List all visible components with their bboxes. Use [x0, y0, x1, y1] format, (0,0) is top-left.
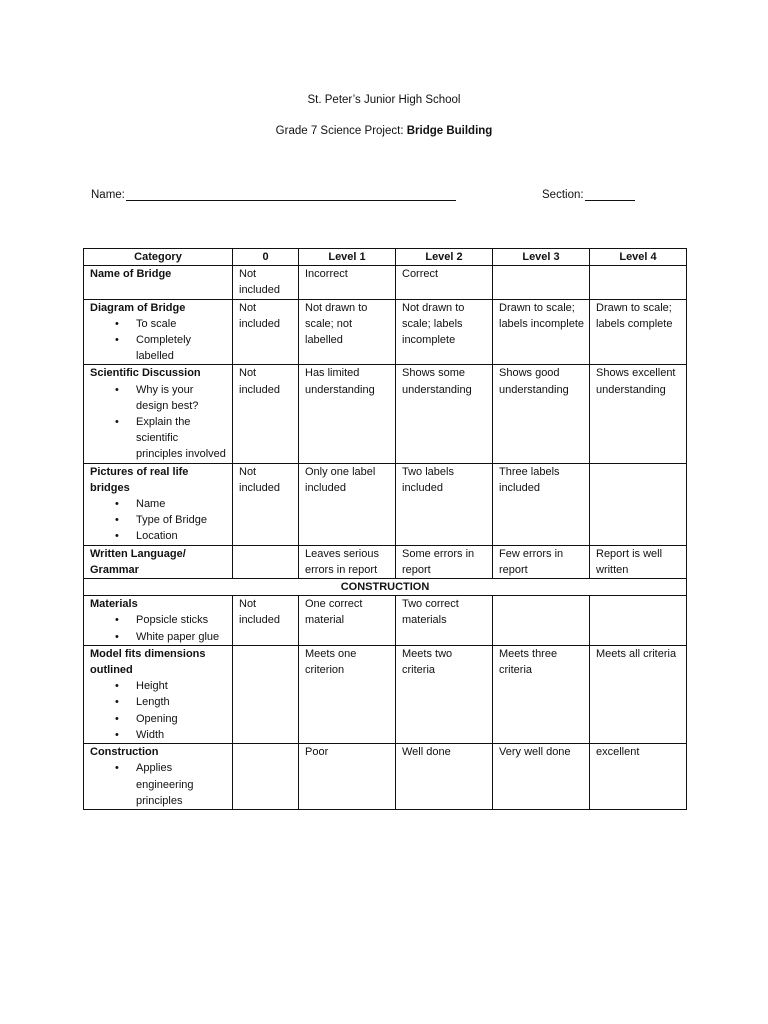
table-row-pictures-of-real-life-bridges	[84, 463, 687, 545]
level-4-cell: Shows excellent understanding	[590, 365, 687, 463]
project-name: Bridge Building	[406, 125, 493, 137]
criteria-item: • Name	[90, 496, 227, 512]
level-3-cell: Three labels included	[493, 463, 590, 545]
criteria-item: • Why is your design best?	[90, 382, 227, 414]
project-prefix: Grade 7 Science Project:	[275, 125, 407, 137]
category-criteria-list	[90, 760, 227, 809]
level-0-cell: Not included	[233, 266, 299, 299]
criteria-item: • White paper glue	[90, 629, 227, 645]
category-title: Name of Bridge	[90, 268, 172, 281]
criteria-item: • Height	[90, 678, 227, 694]
level-1-cell: Has limited understanding	[299, 365, 396, 463]
level-4-cell	[590, 463, 687, 545]
category-criteria-list	[90, 316, 227, 365]
level-2-cell: Correct	[396, 266, 493, 299]
criteria-item: • Type of Bridge	[90, 512, 227, 528]
level-2-cell: Two labels included	[396, 463, 493, 545]
category-cell	[84, 744, 233, 810]
level-2-cell: Some errors in report	[396, 545, 493, 578]
criteria-item: • Location	[90, 528, 227, 544]
construction-section-row	[84, 579, 687, 596]
criteria-item: • Explain the scientific principles involved	[90, 414, 227, 463]
rubric-table	[83, 248, 687, 810]
table-row-scientific-discussion	[84, 365, 687, 463]
rubric-body	[84, 266, 687, 810]
criteria-item: • Length	[90, 694, 227, 710]
category-cell	[84, 299, 233, 365]
category-title: Materials	[90, 598, 138, 611]
level-3-cell: Shows good understanding	[493, 365, 590, 463]
category-criteria-list	[90, 678, 227, 743]
table-row-name-of-bridge	[84, 266, 687, 299]
category-cell	[84, 463, 233, 545]
criteria-item: • Width	[90, 727, 227, 743]
category-cell	[84, 266, 233, 299]
construction-section-label: CONSTRUCTION	[84, 579, 687, 596]
name-blank-line[interactable]	[126, 187, 456, 201]
level-2-cell: Not drawn to scale; labels incomplete	[396, 299, 493, 365]
level-1-cell: One correct material	[299, 596, 396, 646]
category-title: Pictures of real life bridges	[90, 465, 189, 494]
category-title: Construction	[90, 746, 159, 759]
category-cell	[84, 365, 233, 463]
column-header: Category	[84, 249, 233, 266]
category-title: Diagram of Bridge	[90, 301, 186, 314]
category-title: Scientific Discussion	[90, 367, 201, 380]
category-criteria-list	[90, 382, 227, 463]
level-1-cell: Not drawn to scale; not labelled	[299, 299, 396, 365]
name-label: Name:	[91, 189, 125, 201]
column-header: Level 2	[396, 249, 493, 266]
level-1-cell: Leaves serious errors in report	[299, 545, 396, 578]
level-0-cell: Not included	[233, 365, 299, 463]
category-criteria-list	[90, 496, 227, 545]
criteria-item: • Applies engineering principles	[90, 760, 227, 809]
criteria-item: • Completely labelled	[90, 332, 227, 364]
table-row-model-fits-dimensions-outlined	[84, 645, 687, 743]
level-3-cell: Drawn to scale; labels incomplete	[493, 299, 590, 365]
level-0-cell	[233, 744, 299, 810]
level-1-cell: Poor	[299, 744, 396, 810]
level-1-cell: Only one label included	[299, 463, 396, 545]
level-4-cell: excellent	[590, 744, 687, 810]
level-0-cell: Not included	[233, 596, 299, 646]
criteria-item: • Opening	[90, 711, 227, 727]
level-1-cell: Incorrect	[299, 266, 396, 299]
level-2-cell: Well done	[396, 744, 493, 810]
level-4-cell: Drawn to scale; labels complete	[590, 299, 687, 365]
level-3-cell: Meets three criteria	[493, 645, 590, 743]
table-row-written-language-grammar	[84, 545, 687, 578]
level-3-cell	[493, 266, 590, 299]
level-3-cell: Few errors in report	[493, 545, 590, 578]
column-header: 0	[233, 249, 299, 266]
category-title: Model fits dimensions outlined	[90, 647, 206, 677]
level-4-cell: Meets all criteria	[590, 645, 687, 743]
level-0-cell	[233, 645, 299, 743]
level-4-cell: Report is well written	[590, 545, 687, 578]
level-1-cell: Meets one criterion	[299, 645, 396, 743]
level-2-cell: Two correct materials	[396, 596, 493, 646]
category-cell	[84, 596, 233, 646]
project-title	[0, 125, 768, 137]
section-blank-line[interactable]	[585, 187, 635, 201]
category-cell	[84, 645, 233, 743]
table-row-diagram-of-bridge	[84, 299, 687, 365]
level-2-cell: Shows some understanding	[396, 365, 493, 463]
table-row-construction	[84, 744, 687, 810]
category-title: Written Language/ Grammar	[90, 547, 186, 576]
level-4-cell	[590, 266, 687, 299]
category-cell	[84, 545, 233, 578]
level-0-cell	[233, 545, 299, 578]
level-3-cell: Very well done	[493, 744, 590, 810]
section-label: Section:	[542, 189, 584, 201]
table-header-row	[84, 249, 687, 266]
criteria-item: • Popsicle sticks	[90, 612, 227, 628]
level-3-cell	[493, 596, 590, 646]
level-4-cell	[590, 596, 687, 646]
level-0-cell: Not included	[233, 463, 299, 545]
column-header: Level 1	[299, 249, 396, 266]
column-header: Level 4	[590, 249, 687, 266]
section-field	[542, 187, 635, 201]
name-field	[91, 187, 456, 201]
level-0-cell: Not included	[233, 299, 299, 365]
column-header: Level 3	[493, 249, 590, 266]
criteria-item: • To scale	[90, 316, 227, 332]
school-name: St. Peter’s Junior High School	[307, 94, 461, 106]
level-2-cell: Meets two criteria	[396, 645, 493, 743]
table-row-materials	[84, 596, 687, 646]
category-criteria-list	[90, 612, 227, 644]
